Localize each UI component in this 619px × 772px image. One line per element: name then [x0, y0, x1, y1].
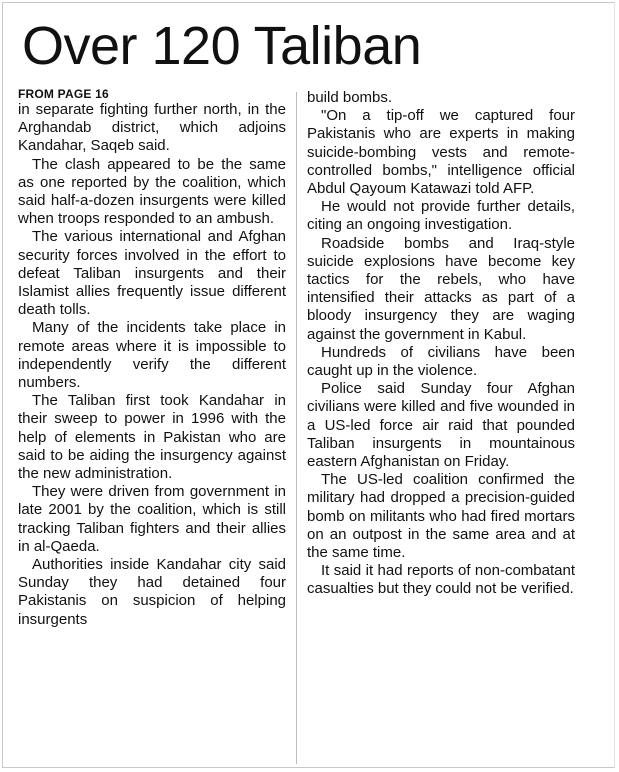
paragraph: Hundreds of civilians have been caught up in the violence. [307, 343, 575, 380]
paragraph: They were driven from government in late 2001 by the coalition, which is still tracking Taliban fighters and their allies in al-Qaeda. [18, 483, 286, 555]
paragraph: He would not provide further details, citing an ongoing investigation. [307, 198, 575, 234]
paragraph: Police said Sunday four Afghan civilians were killed and five wounded in a US-led force air raid that pounded Taliban insurgents in mountainous eastern Afghanistan on Friday. [307, 380, 575, 471]
paragraph: Authorities inside Kandahar city said Sunday they had detained four Pakistanis on suspicion of helping insurgents [18, 556, 286, 628]
article-column-left [18, 87, 286, 629]
paragraph: It said it had reports of non-combatant casualties but they could not be verified. [307, 562, 575, 598]
headline: Over 120 Taliban [22, 16, 422, 76]
article-column-right [307, 89, 575, 599]
paragraph: build bombs. [307, 89, 393, 106]
column-divider [296, 92, 297, 764]
paragraph: The Taliban first took Kandahar in their sweep to power in 1996 with the help of elements in Pakistan who are said to be aiding the insurgency against the new administration. [18, 392, 286, 483]
paragraph: The various international and Afghan security forces involved in the effort to defeat Taliban insurgents and their Islamist allies frequently issue different death tolls. [18, 228, 286, 319]
paragraph: Many of the incidents take place in remote areas where it is impossible to independently verify the different numbers. [18, 319, 286, 392]
paragraph: in separate fighting further north, in the Arghandab district, which adjoins Kandahar, Saqeb said. [18, 101, 286, 155]
continuation-kicker: FROM PAGE 16 [18, 87, 109, 101]
paragraph: Roadside bombs and Iraq-style suicide explosions have become key tactics for the rebels, who have intensified their attacks as part of a bloody insurgency they are waging against the government in Kabul. [307, 234, 575, 343]
paragraph: "On a tip-off we captured four Pakistanis who are experts in making suicide-bombing vests and remote-controlled bombs," intelligence official Abdul Qayoum Katawazi told AFP. [307, 107, 575, 198]
paragraph: The clash appeared to be the same as one reported by the coalition, which said half-a-dozen insurgents were killed when troops responded to an ambush. [18, 155, 286, 228]
paragraph: The US-led coalition confirmed the military had dropped a precision-guided bomb on militants who had fired mortars on an outpost in the same area and at the same time. [307, 471, 575, 562]
